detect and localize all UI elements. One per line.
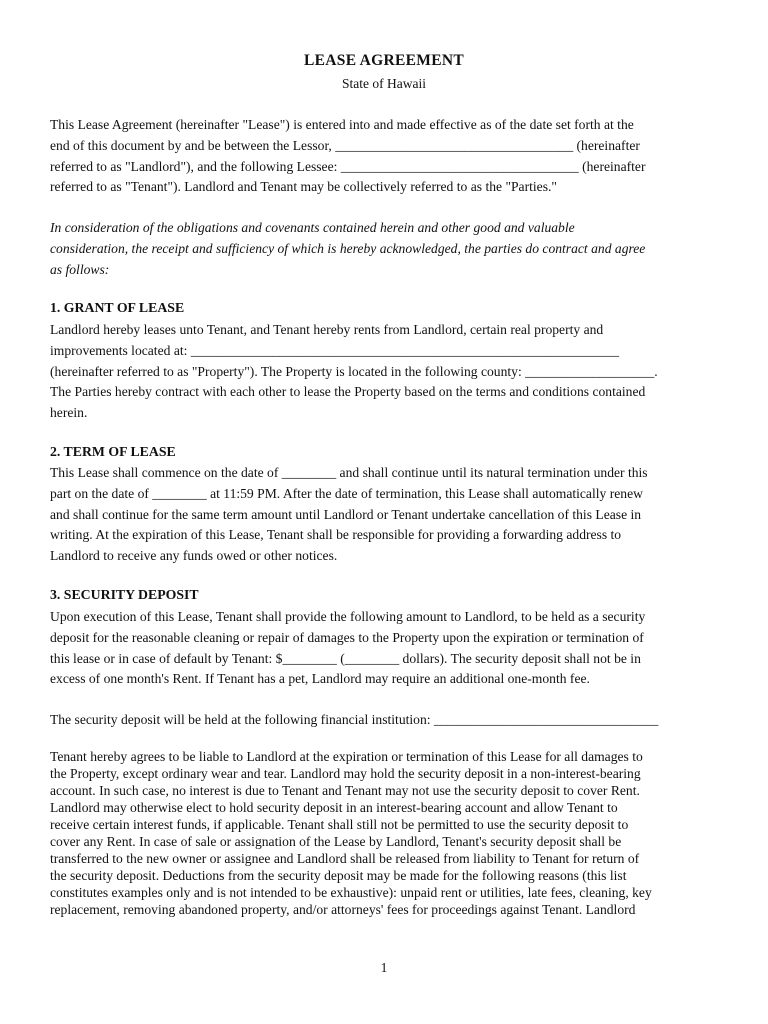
text-line: writing. At the expiration of this Lease, Tenant shall be responsible for providing a forwarding address to	[50, 527, 622, 543]
intro-paragraph	[50, 115, 720, 198]
text-line: end of this document by and be between the Lessor, ___________________________________ (hereinafter	[50, 137, 640, 153]
financial-institution-paragraph	[50, 710, 720, 731]
section-heading-term-of-lease: 2. TERM OF LEASE	[50, 444, 176, 459]
text-line: constitutes examples only and is not intended to be exhaustive): unpaid rent or utilities, late fees, cleaning, key	[50, 885, 652, 900]
text-line: improvements located at: _______________________________________________________________	[50, 342, 620, 358]
text-line: referred to as "Landlord"), and the following Lessee: ___________________________________ (hereinafter	[50, 158, 646, 174]
page-number: 1	[380, 960, 388, 975]
text-line: cover any Rent. In case of sale or assignation of the Lease by Landlord, Tenant's security deposit shall be	[50, 834, 622, 849]
text-line: excess of one month's Rent. If Tenant has a pet, Landlord may require an additional one-month fee.	[50, 671, 590, 687]
text-line: This Lease shall commence on the date of ________ and shall continue until its natural termination under this	[50, 465, 648, 480]
text-line: Tenant hereby agrees to be liable to Landlord at the expiration or termination of this Lease for all damages to	[50, 749, 643, 764]
text-line: the security deposit. Deductions from the security deposit may be made for the following reasons (this list	[50, 868, 627, 883]
text-line: This Lease Agreement (hereinafter "Lease") is entered into and made effective as of the date set forth at the	[50, 117, 634, 132]
text-line: herein.	[50, 405, 88, 421]
text-line: Landlord may otherwise elect to hold security deposit in an interest-bearing account and allow Tenant to	[50, 800, 618, 815]
text-line: replacement, removing abandoned property, and/or attorneys' fees for proceedings against Tenant. Landlord	[50, 902, 636, 917]
text-line: part on the date of ________ at 11:59 PM. After the date of termination, this Lease shall automatically renew	[50, 485, 643, 501]
section-heading-security-deposit: 3. SECURITY DEPOSIT	[50, 587, 199, 602]
text-line: Landlord hereby leases unto Tenant, and Tenant hereby rents from Landlord, certain real property and	[50, 322, 604, 337]
text-line: deposit for the reasonable cleaning or repair of damages to the Property upon the expiration or termination of	[50, 629, 644, 645]
text-line: as follows:	[50, 261, 110, 277]
text-line: The security deposit will be held at the following financial institution: _________________________________	[50, 712, 659, 727]
text-line: Landlord to receive any funds owed or other notices.	[50, 548, 338, 564]
security-deposit-paragraph	[50, 607, 720, 690]
text-line: (hereinafter referred to as "Property"). The Property is located in the following county: ___________________.	[50, 363, 658, 379]
text-line: account. In such case, no interest is due to Tenant and Tenant may not use the security deposit to cover Rent.	[50, 783, 640, 798]
text-line: the Property, except ordinary wear and tear. Landlord may hold the security deposit in a non-interest-bearing	[50, 766, 641, 781]
term-of-lease-paragraph	[50, 463, 720, 567]
grant-of-lease-paragraph	[50, 320, 720, 424]
deposit-liability-paragraph	[50, 748, 720, 918]
consideration-paragraph	[50, 218, 720, 280]
text-line: transferred to the new owner or assignee and Landlord shall be released from liability to Tenant for return of	[50, 851, 640, 866]
document-title: LEASE AGREEMENT	[304, 52, 464, 69]
text-line: receive certain interest funds, if applicable. Tenant shall still not be permitted to use the security deposit to	[50, 817, 629, 832]
text-line: this lease or in case of default by Tenant: $________ (________ dollars). The security deposit shall not be in	[50, 650, 641, 666]
section-heading-grant-of-lease: 1. GRANT OF LEASE	[50, 300, 185, 315]
text-line: Upon execution of this Lease, Tenant shall provide the following amount to Landlord, to be held as a security	[50, 609, 646, 624]
text-line: and shall continue for the same term amount until Landlord or Tenant undertake cancellation of this Lease in	[50, 506, 642, 522]
text-line: consideration, the receipt and sufficiency of which is hereby acknowledged, the parties do contract and agree	[50, 240, 646, 256]
text-line: In consideration of the obligations and covenants contained herein and other good and valuable	[50, 220, 575, 235]
text-line: referred to as "Tenant"). Landlord and Tenant may be collectively referred to as the "Parties."	[50, 179, 557, 195]
document-subtitle: State of Hawaii	[342, 76, 426, 91]
text-line: The Parties hereby contract with each other to lease the Property based on the terms and conditions contained	[50, 384, 646, 400]
